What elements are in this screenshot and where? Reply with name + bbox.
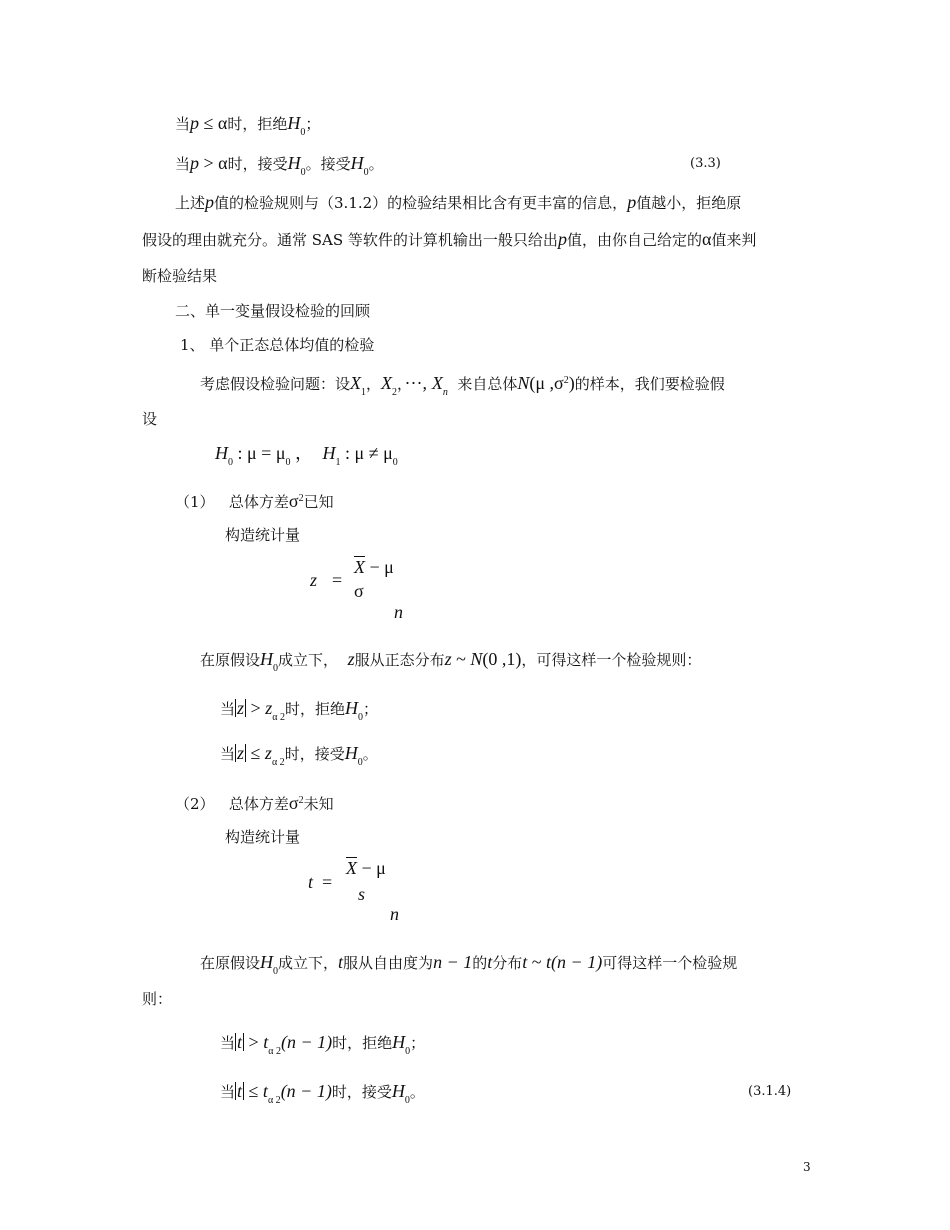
paragraph-line: 上述p值的检验规则与（3.1.2）的检验结果相比含有更丰富的信息，p值越小，拒绝原 [175,192,742,212]
hypotheses: $H_0$ : $\mu = \mu_0$ ， $H_1$ : $\mu \ne \mu_0$ [215,443,398,468]
construct-statistic-label: 构造统计量 [225,526,301,544]
subsection-heading: 1、 单个正态总体均值的检验 [180,336,375,354]
t-statistic-formula: t = $\overline{X} - \mu$ s n [308,858,399,924]
case-1-heading: （1） 总体方差$\sigma^2$已知 [175,491,334,511]
z-statistic-formula: z = $\overline{X} - \mu$ σ n [310,557,403,622]
z-rule-accept: 当 $z \le z_{\alpha 2}$时，接受$H_0$。 [220,743,378,768]
construct-statistic-label: 构造统计量 [225,828,301,846]
paragraph-line: 设 [142,410,158,428]
paragraph-line: 断检验结果 [142,267,218,285]
case-2-heading: （2） 总体方差$\sigma^2$未知 [175,793,334,813]
paragraph-line: 则： [142,990,173,1008]
paragraph-line: 假设的理由就充分。通常 SAS 等软件的计算机输出一般只给出p值，由你自己给定的α值来判 [142,229,757,249]
rule-reject-line: 当p ≤ α时，拒绝$H_0$； [175,113,321,138]
t-distribution-sentence: 在原假设$H_0$成立下，t服从自由度为n − 1的t分布t ~ t(n − 1)可得这样一个检验规 [200,952,738,977]
page-number: 3 [803,1160,811,1174]
equation-number-3-3: (3.3) [690,156,721,171]
z-distribution-sentence: 在原假设$H_0$成立下， z服从正态分布z ~ N(0 ,1)，可得这样一个检验规则： [200,649,702,674]
section-heading: 二、单一变量假设检验的回顾 [175,302,371,320]
t-rule-reject: 当 $t > t_{\alpha 2}(n - 1)$时，拒绝$H_0$； [220,1032,426,1057]
t-numerator: $\overline{X} - \mu$ [346,858,386,878]
z-rule-reject: 当 $z > z_{\alpha 2}$时，拒绝$H_0$； [220,698,378,723]
paragraph-line: 考虑假设检验问题：设$X_1$，$X_2$，···, $X_n$ 来自总体N(μ $,\sigma^2$)的样本，我们要检验假 [200,373,725,398]
equation-number-3-1-4: (3.1.4) [748,1084,792,1099]
t-rule-accept: 当 $t \le t_{\alpha 2}(n - 1)$时，接受$H_0$。 [220,1081,425,1106]
rule-accept-line: 当p > α时，接受$H_0$。接受$H_0$。 [175,153,384,178]
z-numerator: $\overline{X} - \mu$ [354,557,394,577]
